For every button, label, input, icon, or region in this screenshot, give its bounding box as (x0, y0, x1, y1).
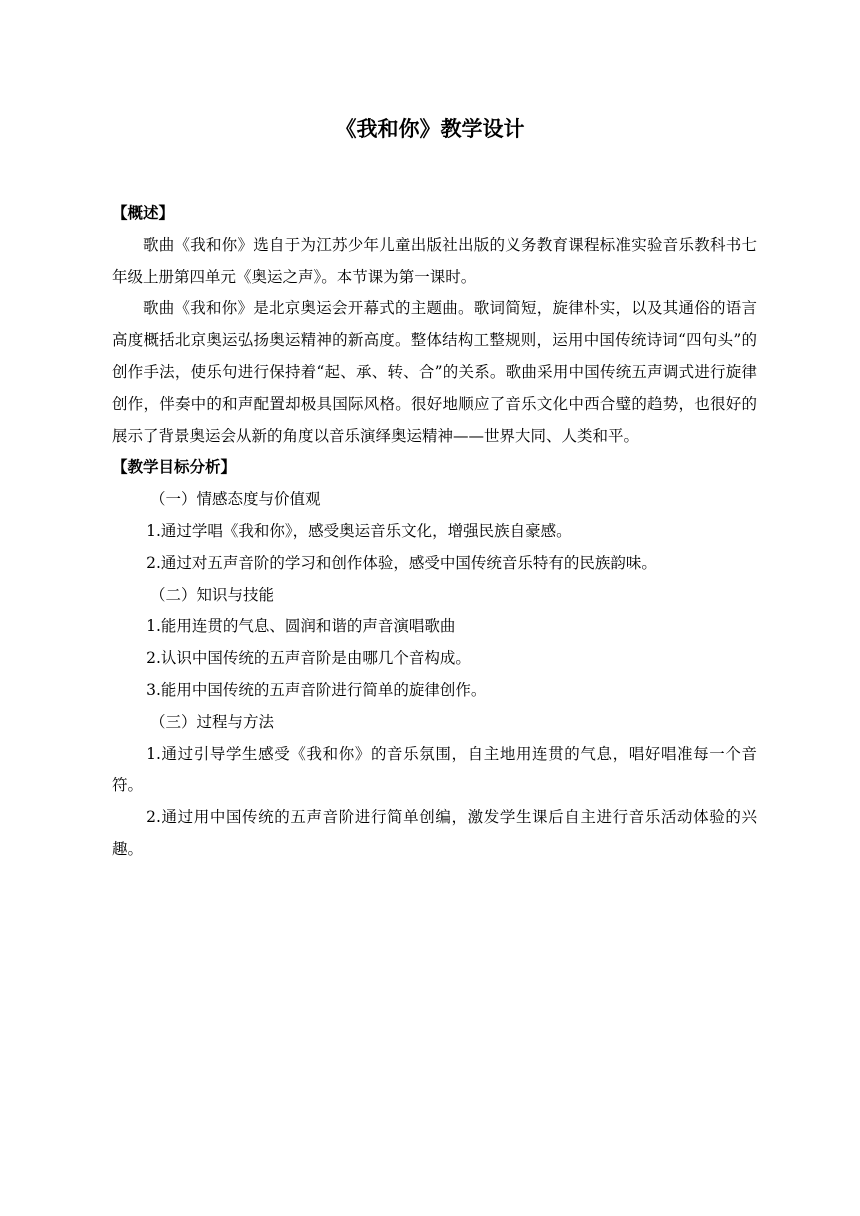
goal-item: 2.通过对五声音阶的学习和创作体验，感受中国传统音乐特有的民族韵味。 (146, 553, 657, 572)
goal-item: 1.通过学唱《我和你》，感受奥运音乐文化，增强民族自豪感。 (146, 521, 572, 540)
goal-group-title: （三）过程与方法 (150, 712, 275, 731)
overview-paragraph: 歌曲《我和你》是北京奥运会开幕式的主题曲。歌词简短，旋律朴实，以及其通俗的语言高度概括北京奥运弘扬奥运精神的新高度。整体结构工整规则，运用中国传统诗词“四句头”的创作手法，使乐句进行保持着“起、承、转、合”的关系。歌曲采用中国传统五声调式进行旋律创作，伴奏中的和声配置却极具国际风格。很好地顺应了音乐文化中西合璧的趋势，也很好的展示了背景奥运会从新的角度以音乐演绎奥运精神——世界大同、人类和平。 (112, 299, 757, 445)
document-body (112, 198, 757, 866)
goal-group-title: （二）知识与技能 (150, 585, 275, 604)
section-heading-overview: 【概述】 (112, 204, 175, 222)
goal-item: 2.通过用中国传统的五声音阶进行简单创编，激发学生课后自主进行音乐活动体验的兴趣。 (112, 808, 757, 858)
overview-paragraph: 歌曲《我和你》选自于为江苏少年儿童出版社出版的义务教育课程标准实验音乐教科书七年级上册第四单元《奥运之声》。本节课为第一课时。 (112, 235, 757, 286)
goal-item: 3.能用中国传统的五声音阶进行简单的旋律创作。 (146, 680, 487, 699)
document-title: 《我和你》教学设计 (335, 117, 525, 141)
goal-item: 2.认识中国传统的五声音阶是由哪几个音构成。 (146, 649, 471, 668)
goal-item: 1.能用连贯的气息、圆润和谐的声音演唱歌曲 (146, 617, 456, 636)
goal-item: 1.通过引导学生感受《我和你》的音乐氛围，自主地用连贯的气息，唱好唱准每一个音符。 (112, 744, 757, 795)
section-heading-goals: 【教学目标分析】 (112, 458, 237, 477)
goal-group-title: （一）情感态度与价值观 (150, 490, 321, 509)
